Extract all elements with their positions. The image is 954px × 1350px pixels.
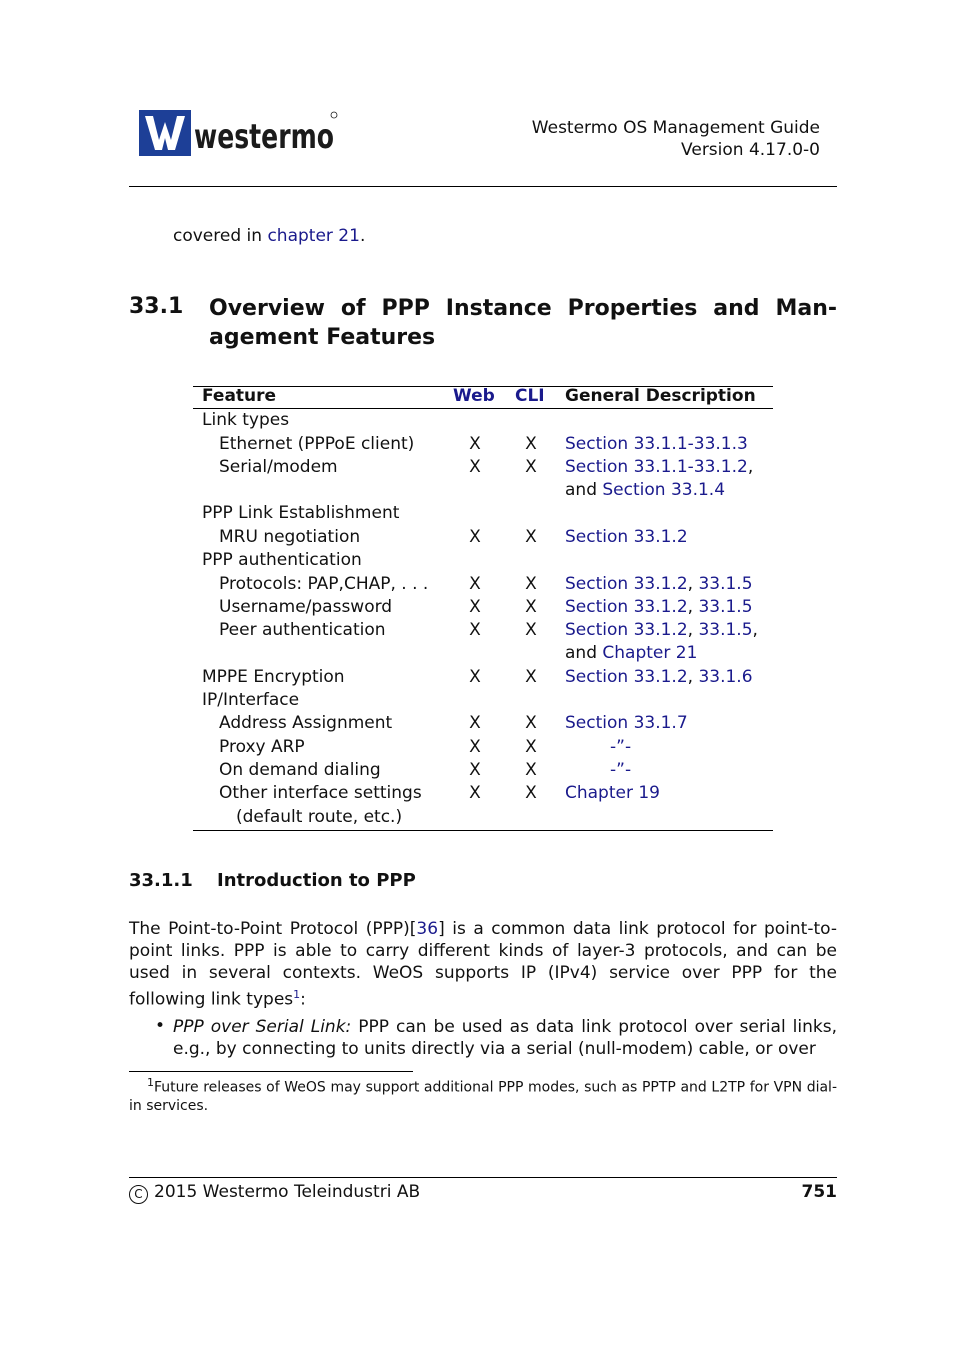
separator: , bbox=[752, 620, 758, 640]
cli-mark: X bbox=[525, 783, 537, 803]
separator: , bbox=[747, 457, 754, 477]
intro-prefix: covered in bbox=[173, 226, 268, 246]
web-mark: X bbox=[469, 434, 481, 454]
section-link[interactable]: Section 33.1.2 bbox=[565, 597, 688, 617]
row-group-label: PPP Link Establishment bbox=[202, 503, 400, 523]
guide-version: Version 4.17.0-0 bbox=[681, 140, 820, 160]
row-description bbox=[565, 667, 753, 687]
chapter-link[interactable]: Chapter 21 bbox=[602, 643, 698, 663]
chapter-link[interactable]: Chapter 19 bbox=[565, 783, 661, 803]
row-description bbox=[565, 574, 753, 594]
header-web: Web bbox=[453, 386, 495, 406]
row-description bbox=[565, 620, 758, 640]
section-title-line1: Overview of PPP Instance Properties and Man- bbox=[209, 296, 837, 321]
row-description-cont bbox=[565, 643, 697, 663]
header-cli: CLI bbox=[515, 386, 545, 406]
cli-mark: X bbox=[525, 760, 537, 780]
web-mark: X bbox=[469, 713, 481, 733]
guide-title: Westermo OS Management Guide bbox=[531, 118, 820, 138]
bullet-item bbox=[173, 1016, 837, 1060]
row-feature: Username/password bbox=[219, 597, 393, 617]
footnote-mark: 1 bbox=[147, 1076, 154, 1089]
web-mark: X bbox=[469, 760, 481, 780]
section-link[interactable]: Section 33.1.2 bbox=[565, 527, 688, 547]
paragraph-text: The Point-to-Point Protocol (PPP)[ bbox=[129, 919, 417, 939]
bullet-icon: • bbox=[155, 1016, 166, 1036]
cli-mark: X bbox=[525, 527, 537, 547]
cli-mark: X bbox=[525, 434, 537, 454]
section-link[interactable]: 33.1.5 bbox=[698, 620, 753, 640]
copyright-icon: C bbox=[129, 1185, 148, 1204]
row-feature: Peer authentication bbox=[219, 620, 386, 640]
cli-mark: X bbox=[525, 737, 537, 757]
cli-mark: X bbox=[525, 713, 537, 733]
cli-mark: X bbox=[525, 597, 537, 617]
footnote-ref[interactable]: 1 bbox=[293, 988, 301, 1001]
section-title-line2: agement Features bbox=[209, 325, 436, 350]
and-text: and bbox=[565, 480, 603, 500]
section-number: 33.1 bbox=[129, 294, 184, 319]
cli-mark: X bbox=[525, 667, 537, 687]
subsection-title: Introduction to PPP bbox=[217, 870, 416, 891]
logo-wordmark: westermo bbox=[194, 117, 334, 157]
row-group-label: Link types bbox=[202, 410, 290, 430]
row-description-cont bbox=[565, 480, 725, 500]
separator: , bbox=[687, 620, 699, 640]
table-header-rule bbox=[193, 408, 773, 409]
footnote-text: Future releases of WeOS may support additional PPP modes, such as PPTP and L2TP for VPN dial-in services. bbox=[129, 1079, 837, 1114]
row-feature: Serial/modem bbox=[219, 457, 338, 477]
row-group-label: IP/Interface bbox=[202, 690, 300, 710]
bullet-lead: PPP over Serial Link: bbox=[173, 1017, 352, 1037]
body-paragraph bbox=[129, 918, 837, 1011]
paragraph-text: ] is a common data link protocol for point-to-point links. PPP is able to carry different kinds of layer-3 protocols, and can be used in several contexts. WeOS supports IP (IPv4) service over PPP for the following link types bbox=[129, 919, 837, 1010]
web-mark: X bbox=[469, 597, 481, 617]
westermo-logo-icon bbox=[139, 110, 339, 158]
and-text: and bbox=[565, 643, 603, 663]
subsection-number: 33.1.1 bbox=[129, 870, 193, 891]
section-link[interactable]: 33.1.5 bbox=[698, 597, 753, 617]
header-description: General Description bbox=[565, 386, 756, 406]
row-feature: Other interface settings bbox=[219, 783, 422, 803]
row-description bbox=[565, 597, 753, 617]
header-rule bbox=[129, 186, 837, 187]
web-mark: X bbox=[469, 527, 481, 547]
bullet-text: PPP can be used as data link protocol over serial links, e.g., by connecting to units directly via a serial (null-modem) cable, or over bbox=[173, 1017, 837, 1059]
footnote-rule bbox=[129, 1071, 413, 1072]
separator: , bbox=[687, 597, 699, 617]
chapter-link[interactable]: chapter 21 bbox=[267, 226, 360, 246]
section-link[interactable]: Section 33.1.1-33.1.3 bbox=[565, 434, 748, 454]
intro-line bbox=[173, 226, 365, 246]
row-feature: Proxy ARP bbox=[219, 737, 305, 757]
row-feature: Address Assignment bbox=[219, 713, 393, 733]
row-description bbox=[565, 457, 753, 477]
page-number: 751 bbox=[801, 1182, 837, 1202]
cli-mark: X bbox=[525, 620, 537, 640]
ditto-mark: -”- bbox=[610, 737, 632, 757]
web-mark: X bbox=[469, 620, 481, 640]
section-link[interactable]: Section 33.1.7 bbox=[565, 713, 688, 733]
copyright-text: 2015 Westermo Teleindustri AB bbox=[154, 1182, 421, 1202]
row-feature: MPPE Encryption bbox=[202, 667, 345, 687]
section-link[interactable]: 33.1.6 bbox=[698, 667, 753, 687]
header-feature: Feature bbox=[202, 386, 277, 406]
row-feature: Protocols: PAP,CHAP, . . . bbox=[219, 574, 429, 594]
row-feature: MRU negotiation bbox=[219, 527, 361, 547]
web-mark: X bbox=[469, 457, 481, 477]
section-title bbox=[209, 294, 837, 352]
footnote bbox=[129, 1074, 837, 1115]
ditto-mark: -”- bbox=[610, 760, 632, 780]
web-mark: X bbox=[469, 574, 481, 594]
footer-rule bbox=[129, 1177, 837, 1178]
section-link[interactable]: 33.1.5 bbox=[698, 574, 753, 594]
row-group-label: PPP authentication bbox=[202, 550, 362, 570]
separator: , bbox=[687, 574, 699, 594]
row-feature: On demand dialing bbox=[219, 760, 381, 780]
paragraph-text: : bbox=[300, 989, 306, 1010]
row-feature: Ethernet (PPPoE client) bbox=[219, 434, 415, 454]
footer-copyright bbox=[129, 1182, 420, 1204]
section-link[interactable]: Section 33.1.1-33.1.2 bbox=[565, 457, 748, 477]
westermo-logo bbox=[139, 110, 339, 158]
citation-link[interactable]: 36 bbox=[416, 919, 439, 939]
separator: , bbox=[687, 667, 699, 687]
cli-mark: X bbox=[525, 574, 537, 594]
cli-mark: X bbox=[525, 457, 537, 477]
section-link[interactable]: Section 33.1.4 bbox=[602, 480, 726, 500]
section-link[interactable]: Section 33.1.2 bbox=[565, 667, 688, 687]
intro-suffix: . bbox=[359, 226, 366, 246]
section-link[interactable]: Section 33.1.2 bbox=[565, 620, 688, 640]
row-feature-cont: (default route, etc.) bbox=[236, 807, 403, 827]
section-link[interactable]: Section 33.1.2 bbox=[565, 574, 688, 594]
web-mark: X bbox=[469, 667, 481, 687]
table-bottom-rule bbox=[193, 830, 773, 831]
web-mark: X bbox=[469, 783, 481, 803]
web-mark: X bbox=[469, 737, 481, 757]
